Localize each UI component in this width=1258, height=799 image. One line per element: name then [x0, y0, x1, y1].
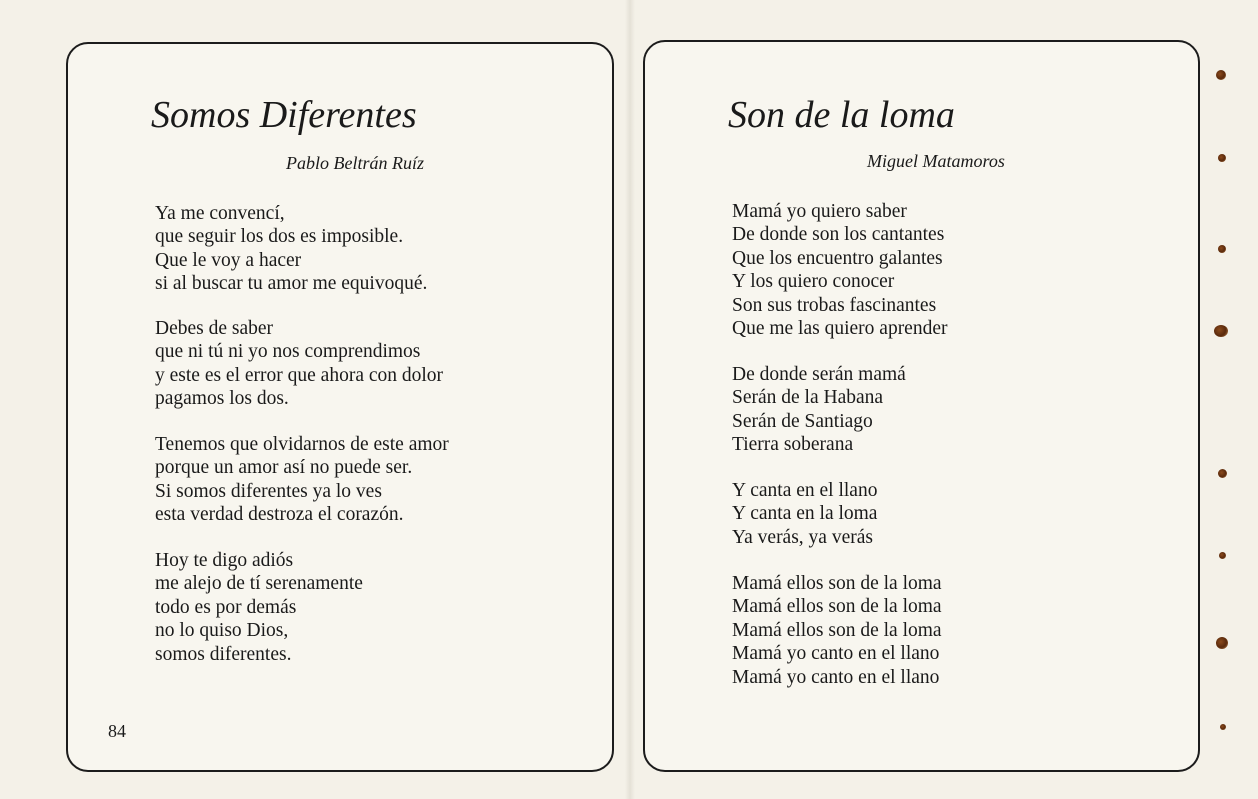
verse-line: Mamá yo quiero saber	[732, 201, 907, 222]
verse-line: todo es por demás	[155, 596, 297, 618]
binder-hole	[1216, 637, 1228, 649]
poem-title: Son de la loma	[728, 94, 955, 136]
binder-hole	[1218, 469, 1227, 478]
binder-hole	[1220, 724, 1226, 730]
right-page	[643, 40, 1200, 772]
stanza	[155, 202, 427, 296]
verse-line: Son sus trobas fascinantes	[732, 294, 937, 316]
verse-line: que ni tú ni yo nos comprendimos	[155, 341, 421, 363]
page-number: 84	[108, 721, 126, 741]
verse-line: Mamá ellos son de la loma	[732, 619, 942, 641]
stanza	[155, 433, 449, 527]
verse-line: Ya me convencí,	[155, 203, 285, 224]
stanza	[732, 363, 906, 457]
verse-line: que seguir los dos es imposible.	[155, 226, 404, 248]
binder-hole	[1219, 552, 1226, 559]
verse-line: Debes de saber	[155, 318, 274, 339]
verse-line: no lo quiso Dios,	[155, 620, 289, 642]
poem-author: Pablo Beltrán Ruíz	[286, 153, 424, 173]
binder-hole	[1218, 245, 1226, 253]
binder-hole	[1218, 154, 1226, 162]
verse-line: De donde serán mamá	[732, 364, 906, 385]
verse-line: Que le voy a hacer	[155, 249, 302, 271]
verse-line: si al buscar tu amor me equivoqué.	[155, 273, 428, 295]
verse-line: Si somos diferentes ya lo ves	[155, 480, 382, 502]
binder-hole	[1216, 70, 1226, 80]
verse-line: somos diferentes.	[155, 643, 292, 665]
poem-author: Miguel Matamoros	[867, 151, 1005, 171]
verse-line: Mamá ellos son de la loma	[732, 596, 942, 618]
verse-line: y este es el error que ahora con dolor	[155, 364, 444, 386]
verse-line: me alejo de tí serenamente	[155, 573, 363, 595]
verse-line: pagamos los dos.	[155, 388, 289, 410]
verse-line: Tierra soberana	[732, 434, 854, 456]
verse-line: Tenemos que olvidarnos de este amor	[155, 434, 449, 455]
stanza	[155, 549, 363, 666]
verse-line: Que me las quiero aprender	[732, 318, 948, 340]
verse-line: Mamá yo canto en el llano	[732, 666, 940, 688]
verse-line: Y los quiero conocer	[732, 271, 895, 293]
stanza	[732, 479, 877, 549]
poem-title: Somos Diferentes	[151, 94, 417, 136]
verse-line: Ya verás, ya verás	[732, 526, 873, 548]
stanza	[732, 200, 948, 340]
verse-line: Que los encuentro galantes	[732, 247, 943, 269]
stanza	[155, 317, 443, 411]
verse-line: Serán de la Habana	[732, 387, 884, 409]
verse-line: Serán de Santiago	[732, 410, 873, 432]
left-page	[66, 42, 614, 772]
verse-line: Mamá yo canto en el llano	[732, 643, 940, 665]
book-spine-shadow	[625, 0, 635, 799]
verse-line: porque un amor así no puede ser.	[155, 457, 413, 479]
verse-line: De donde son los cantantes	[732, 224, 945, 246]
verse-line: Mamá ellos son de la loma	[732, 573, 942, 594]
verse-line: Y canta en el llano	[732, 480, 878, 501]
verse-line: esta verdad destroza el corazón.	[155, 504, 404, 526]
stanza	[732, 572, 942, 689]
binder-hole	[1214, 325, 1228, 337]
verse-line: Y canta en la loma	[732, 503, 878, 525]
verse-line: Hoy te digo adiós	[155, 550, 294, 571]
